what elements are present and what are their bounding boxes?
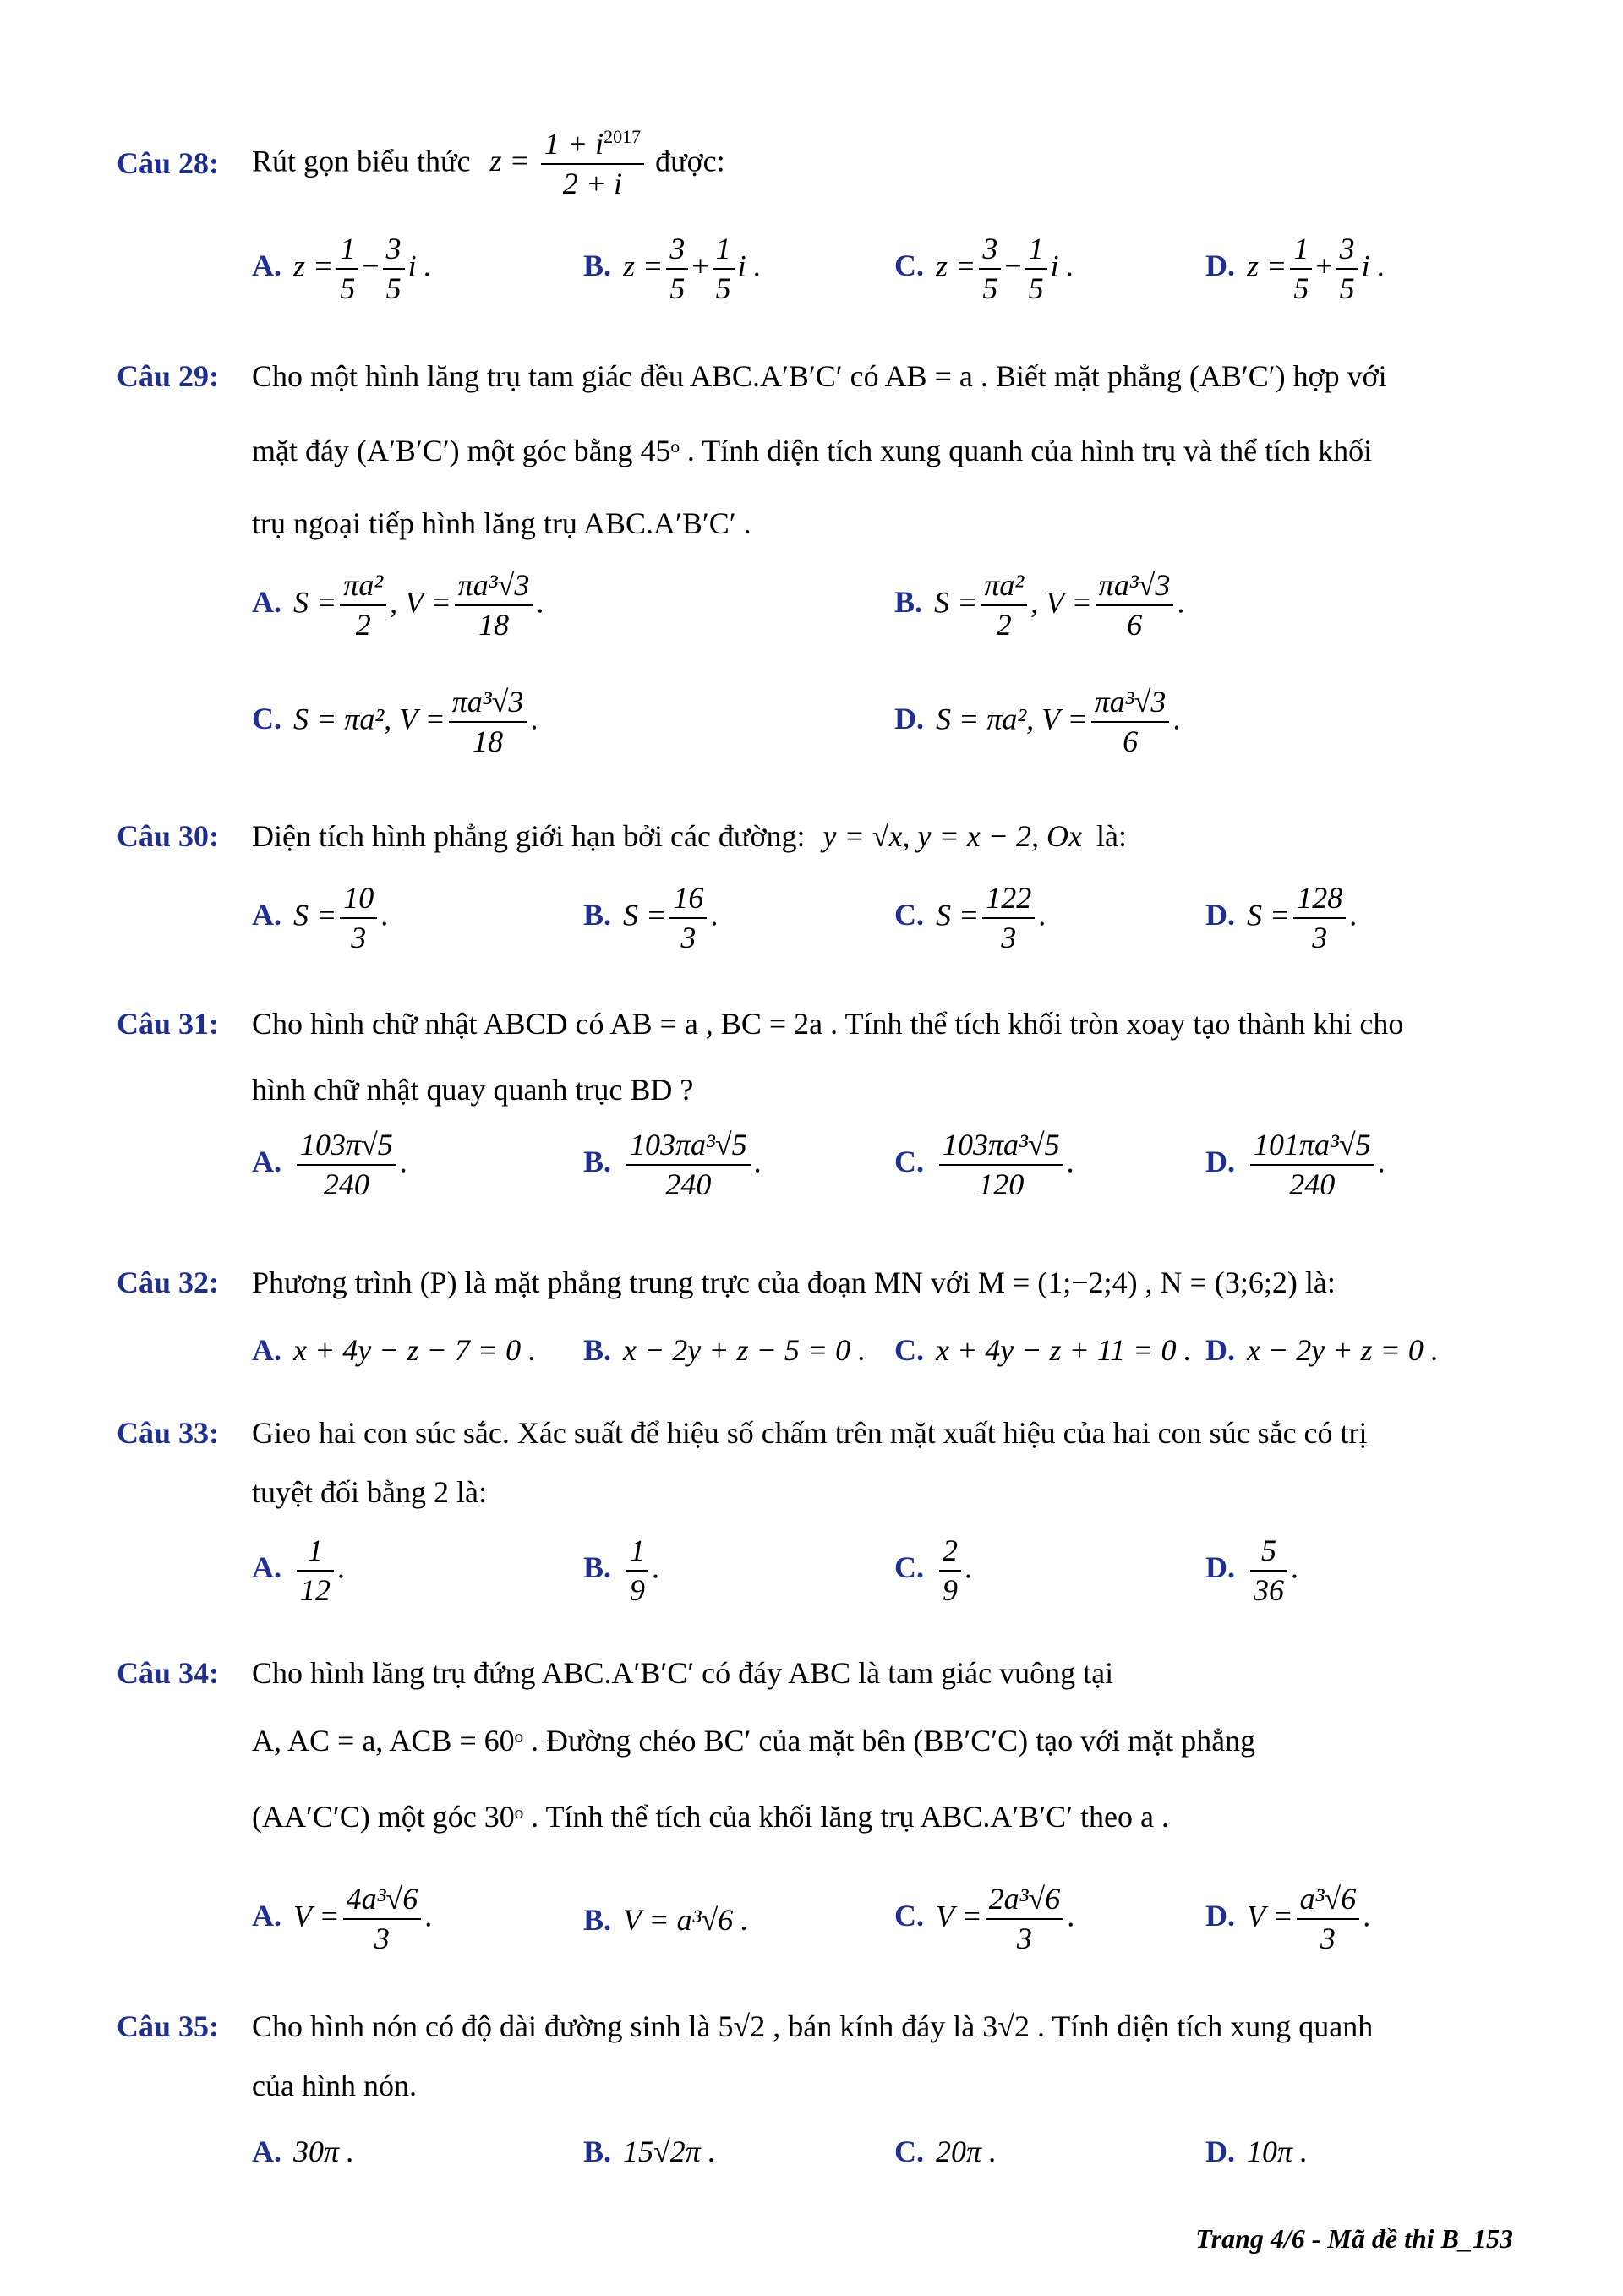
option-s-label: S = <box>936 898 980 932</box>
fraction-denominator: 12 <box>300 1573 331 1607</box>
option-key: B. <box>583 1903 612 1937</box>
option-key: C. <box>894 1899 924 1933</box>
fraction-numerator: 10 <box>340 879 377 919</box>
option-key: D. <box>1205 898 1235 932</box>
option-expr: V = a³√6 . <box>623 1903 749 1937</box>
option-expr: x − 2y + z − 5 = 0 . <box>623 1333 866 1367</box>
option-key: D. <box>1205 249 1235 283</box>
option-period: . <box>753 1145 762 1179</box>
question-34-line-2: A, AC = a, ACB = 60ᵒ . Đường chéo BC′ của mặt bên (BB′C′C) tạo với mặt phẳng <box>252 1724 1256 1758</box>
option-s-label: S = <box>293 702 337 736</box>
option-expr: 10π . <box>1247 2135 1309 2168</box>
option-suffix: i . <box>737 249 762 283</box>
fraction-denominator: 5 <box>340 271 356 305</box>
question-34-line-3: (AA′C′C) một góc 30ᵒ . Tính thể tích của khối lăng trụ ABC.A′B′C′ theo a . <box>252 1800 1169 1834</box>
question-32-label: Câu 32: <box>117 1266 220 1299</box>
option-key: D. <box>1205 1550 1235 1585</box>
q32-option-d <box>1205 1332 1439 1368</box>
option-s-label: S = <box>934 585 978 620</box>
option-s-value: πa² <box>979 702 1027 736</box>
option-key: A. <box>252 249 281 283</box>
option-period: . <box>1349 898 1358 932</box>
fraction <box>340 566 386 644</box>
option-key: C. <box>894 1145 924 1179</box>
q35-option-c <box>894 2134 997 2169</box>
q31-option-a <box>252 1126 407 1204</box>
q33-option-d <box>1205 1532 1298 1610</box>
fraction-denominator: 3 <box>1320 1922 1336 1955</box>
fraction-numerator: 5 <box>1250 1532 1287 1572</box>
fraction-denominator: 3 <box>351 921 367 954</box>
option-v-label: , V = <box>1026 702 1088 736</box>
option-key: C. <box>894 2135 924 2168</box>
option-v-label: V = <box>293 1899 340 1933</box>
option-key: A. <box>252 898 281 932</box>
fraction-denominator: 240 <box>665 1167 712 1201</box>
fraction-numerator: 2a³√6 <box>986 1880 1064 1920</box>
option-key: D. <box>1205 1145 1235 1179</box>
question-30-label: Câu 30: <box>117 819 220 853</box>
q29-option-c <box>252 683 538 761</box>
question-34-label: Câu 34: <box>117 1656 220 1690</box>
fraction-numerator: 4a³√6 <box>343 1880 422 1920</box>
q33-option-a <box>252 1532 345 1610</box>
option-key: C. <box>894 898 924 932</box>
fraction-denominator: 5 <box>982 271 998 305</box>
fraction-numerator: 122 <box>982 879 1035 919</box>
fraction-numerator: 103π√5 <box>297 1126 396 1166</box>
q28-option-b <box>583 230 762 308</box>
question-28-label: Câu 28: <box>117 146 220 180</box>
fraction-denominator: 3 <box>1001 921 1017 954</box>
fraction-denominator: 5 <box>715 271 731 305</box>
q28-option-a <box>252 230 432 308</box>
fraction <box>669 879 707 957</box>
option-suffix: i . <box>1361 249 1385 283</box>
question-31-line-2: hình chữ nhật quay quanh trục BD ? <box>252 1073 694 1107</box>
fraction <box>979 230 1001 308</box>
question-34-line-1: Cho hình lăng trụ đứng ABC.A′B′C′ có đáy ABC là tam giác vuông tại <box>252 1656 1114 1690</box>
option-key: B. <box>583 2135 612 2168</box>
q28-option-d <box>1205 230 1385 308</box>
fraction <box>982 879 1035 957</box>
option-key: A. <box>252 585 281 620</box>
option-operator: + <box>691 249 709 283</box>
question-29-line-2: mặt đáy (A′B′C′) một góc bằng 45ᵒ . Tính diện tích xung quanh của hình trụ và thể tích khối <box>252 434 1373 467</box>
option-s-label: S = <box>1247 898 1291 932</box>
fraction-denominator: 9 <box>943 1573 958 1607</box>
option-period: . <box>1291 1550 1298 1585</box>
fraction <box>336 230 358 308</box>
option-v-label: , V = <box>384 702 445 736</box>
fraction <box>626 1126 751 1204</box>
option-period: . <box>536 585 544 620</box>
fraction <box>1290 230 1312 308</box>
q28-option-c <box>894 230 1074 308</box>
fraction-denominator: 18 <box>478 608 510 642</box>
question-35-label: Câu 35: <box>117 2009 220 2043</box>
fraction-denominator: 5 <box>1293 271 1309 305</box>
option-period: . <box>1172 702 1181 736</box>
option-period: . <box>1377 1145 1385 1179</box>
q32-option-a <box>252 1332 536 1368</box>
fraction <box>1336 230 1358 308</box>
option-key: A. <box>252 2135 281 2168</box>
option-expr: 20π . <box>936 2135 997 2168</box>
option-key: D. <box>1205 1333 1235 1367</box>
q35-option-d <box>1205 2134 1308 2169</box>
option-expr: z = <box>1247 249 1287 283</box>
question-33-line-1: Gieo hai con súc sắc. Xác suất để hiệu số chấm trên mặt xuất hiệu của hai con súc sắc có trị <box>252 1416 1368 1450</box>
question-33-label: Câu 33: <box>117 1416 220 1450</box>
question-30-stem: Diện tích hình phẳng giới hạn bởi các đường: y = √x, y = x − 2, Ox là: <box>252 819 1128 853</box>
fraction-numerator: πa³√3 <box>1096 566 1174 606</box>
fraction-numerator: πa³√3 <box>449 683 527 723</box>
question-29-line-3: trụ ngoại tiếp hình lăng trụ ABC.A′B′C′ . <box>252 506 751 540</box>
fraction-denominator: 240 <box>323 1167 369 1201</box>
option-key: C. <box>894 1333 924 1367</box>
option-v-label: , V = <box>390 585 451 620</box>
option-expr: z = <box>623 249 664 283</box>
q29-option-b <box>894 566 1184 644</box>
option-period: . <box>710 898 719 932</box>
option-suffix: i . <box>1050 249 1074 283</box>
fraction <box>449 683 527 761</box>
option-expr: 30π . <box>293 2135 355 2168</box>
option-s-label: S = <box>623 898 667 932</box>
fraction-denominator: 2 <box>996 608 1012 642</box>
question-31-label: Câu 31: <box>117 1007 220 1041</box>
fraction-numerator: 2 <box>939 1532 961 1572</box>
fraction-numerator: 1 <box>336 230 358 270</box>
option-expr: 15√2π . <box>623 2135 716 2168</box>
q33-option-b <box>583 1532 659 1610</box>
option-period: . <box>1038 898 1046 932</box>
option-key: D. <box>1205 1899 1235 1933</box>
option-operator: + <box>1315 249 1333 283</box>
option-expr: x + 4y − z − 7 = 0 . <box>293 1333 537 1367</box>
q34-option-a <box>252 1880 432 1958</box>
fraction <box>1025 230 1047 308</box>
q31-option-b <box>583 1126 762 1204</box>
fraction-numerator: πa² <box>981 566 1027 606</box>
q28-fraction: $\frac{1 + i^{2017}}{2 + i}$ <box>541 125 644 203</box>
fraction <box>1091 683 1170 761</box>
fraction-numerator: 103πa³√5 <box>939 1126 1063 1166</box>
option-expr: z = <box>936 249 976 283</box>
fraction <box>383 230 405 308</box>
question-32-line-1: Phương trình (P) là mặt phẳng trung trực của đoạn MN với M = (1;−2;4) , N = (3;6;2) là: <box>252 1266 1336 1299</box>
option-operator: − <box>1004 249 1022 283</box>
fraction-numerator: πa³√3 <box>1091 683 1170 723</box>
option-key: B. <box>583 249 612 283</box>
option-key: B. <box>894 585 923 620</box>
fraction-denominator: 120 <box>978 1167 1025 1201</box>
option-v-label: V = <box>1247 1899 1293 1933</box>
option-period: . <box>530 702 538 736</box>
fraction-denominator: 2 <box>355 608 371 642</box>
option-period: . <box>424 1899 433 1933</box>
option-key: C. <box>894 249 924 283</box>
question-29-label: Câu 29: <box>117 359 220 393</box>
fraction-numerator: 103πa³√5 <box>626 1126 751 1166</box>
option-key: A. <box>252 1899 281 1933</box>
fraction-numerator: 101πa³√5 <box>1250 1126 1374 1166</box>
option-key: A. <box>252 1550 281 1585</box>
fraction-numerator: a³√6 <box>1297 1880 1360 1920</box>
question-31-line-1: Cho hình chữ nhật ABCD có AB = a , BC = 2a . Tính thể tích khối tròn xoay tạo thành khi cho <box>252 1007 1404 1041</box>
option-s-label: S = <box>293 585 337 620</box>
q32-option-b <box>583 1332 866 1368</box>
option-period: . <box>652 1550 660 1585</box>
q30-option-b <box>583 879 718 957</box>
option-period: . <box>337 1550 345 1585</box>
fraction-numerator: πa² <box>340 566 386 606</box>
fraction-denominator: 3 <box>1312 921 1328 954</box>
fraction-numerator: 3 <box>383 230 405 270</box>
option-s-label: S = <box>293 898 337 932</box>
fraction <box>981 566 1027 644</box>
q34-option-d <box>1205 1880 1370 1958</box>
option-s-value: πa² <box>336 702 385 736</box>
fraction-numerator: 1 <box>297 1532 334 1572</box>
fraction-numerator: 128 <box>1293 879 1346 919</box>
option-key: C. <box>894 1550 924 1585</box>
q30-option-c <box>894 879 1046 957</box>
q33-option-c <box>894 1532 972 1610</box>
option-expr: x − 2y + z = 0 . <box>1247 1333 1439 1367</box>
fraction-numerator: πa³√3 <box>455 566 533 606</box>
fraction-numerator: 3 <box>1336 230 1358 270</box>
fraction-denominator: 18 <box>473 724 504 758</box>
q32-option-c <box>894 1332 1191 1368</box>
q35-option-b <box>583 2134 716 2169</box>
q34-option-c <box>894 1880 1074 1958</box>
page-footer: Trang 4/6 - Mã đề thi B_153 <box>1195 2223 1513 2254</box>
fraction <box>626 1532 648 1610</box>
option-period: . <box>1177 585 1185 620</box>
fraction-numerator: 1 <box>713 230 735 270</box>
question-29-line-1: Cho một hình lăng trụ tam giác đều ABC.A′B′C′ có AB = a . Biết mặt phẳng (AB′C′) hợp với <box>252 359 1387 393</box>
q29-option-d <box>894 683 1180 761</box>
fraction-denominator: 3 <box>374 1922 390 1955</box>
option-key: D. <box>894 702 924 736</box>
option-period: . <box>1363 1899 1371 1933</box>
fraction-denominator: 9 <box>630 1573 646 1607</box>
option-key: B. <box>583 898 612 932</box>
option-v-label: V = <box>936 1899 982 1933</box>
fraction-denominator: 240 <box>1289 1167 1336 1201</box>
fraction-denominator: 36 <box>1254 1573 1284 1607</box>
fraction <box>666 230 688 308</box>
option-period: . <box>399 1145 407 1179</box>
fraction-denominator: 6 <box>1127 608 1143 642</box>
fraction-numerator: 1 <box>1290 230 1312 270</box>
option-key: D. <box>1205 2135 1235 2168</box>
fraction <box>340 879 377 957</box>
fraction-denominator: 5 <box>1339 271 1355 305</box>
fraction-denominator: 3 <box>1016 1922 1032 1955</box>
q30-option-d <box>1205 879 1357 957</box>
fraction-numerator: 3 <box>666 230 688 270</box>
option-key: B. <box>583 1333 612 1367</box>
fraction <box>1250 1126 1374 1204</box>
fraction <box>1293 879 1346 957</box>
option-suffix: i . <box>407 249 432 283</box>
option-period: . <box>1066 1145 1074 1179</box>
option-key: C. <box>252 702 281 736</box>
q35-option-a <box>252 2134 354 2169</box>
fraction-denominator: 5 <box>1028 271 1044 305</box>
fraction <box>343 1880 422 1958</box>
option-v-label: , V = <box>1030 585 1092 620</box>
option-expr: z = <box>293 249 334 283</box>
fraction-denominator: 5 <box>669 271 686 305</box>
fraction <box>986 1880 1064 1958</box>
q34-option-b <box>583 1902 748 1938</box>
question-35-line-1: Cho hình nón có độ dài đường sinh là 5√2 , bán kính đáy là 3√2 . Tính diện tích xung quanh <box>252 2009 1374 2043</box>
option-key: A. <box>252 1145 281 1179</box>
fraction <box>939 1532 961 1610</box>
fraction <box>297 1126 396 1204</box>
q30-option-a <box>252 879 388 957</box>
option-period: . <box>380 898 389 932</box>
q29-option-a <box>252 566 544 644</box>
question-35-line-2: của hình nón. <box>252 2069 417 2102</box>
fraction <box>939 1126 1063 1204</box>
question-33-line-2: tuyệt đối bằng 2 là: <box>252 1475 487 1509</box>
fraction <box>1096 566 1174 644</box>
fraction <box>713 230 735 308</box>
fraction <box>1250 1532 1287 1610</box>
q31-option-d <box>1205 1126 1385 1204</box>
fraction-numerator: 1 <box>626 1532 648 1572</box>
fraction <box>455 566 533 644</box>
fraction <box>297 1532 334 1610</box>
option-s-label: S = <box>936 702 980 736</box>
option-key: B. <box>583 1145 612 1179</box>
option-expr: x + 4y − z + 11 = 0 . <box>936 1333 1192 1367</box>
fraction-numerator: 1 <box>1025 230 1047 270</box>
option-period: . <box>965 1550 972 1585</box>
fraction <box>1297 1880 1360 1958</box>
fraction-numerator: 16 <box>669 879 707 919</box>
q31-option-c <box>894 1126 1074 1204</box>
option-key: B. <box>583 1550 612 1585</box>
option-operator: − <box>362 249 380 283</box>
option-period: . <box>1067 1899 1075 1933</box>
question-28-stem: Rút gọn biểu thức z = $\frac{1 + i^{2017}}{2 + i}$ được: <box>252 125 725 203</box>
fraction-denominator: 3 <box>680 921 697 954</box>
option-key: A. <box>252 1333 281 1367</box>
fraction-denominator: 6 <box>1123 724 1139 758</box>
fraction-numerator: 3 <box>979 230 1001 270</box>
fraction-denominator: 5 <box>385 271 402 305</box>
